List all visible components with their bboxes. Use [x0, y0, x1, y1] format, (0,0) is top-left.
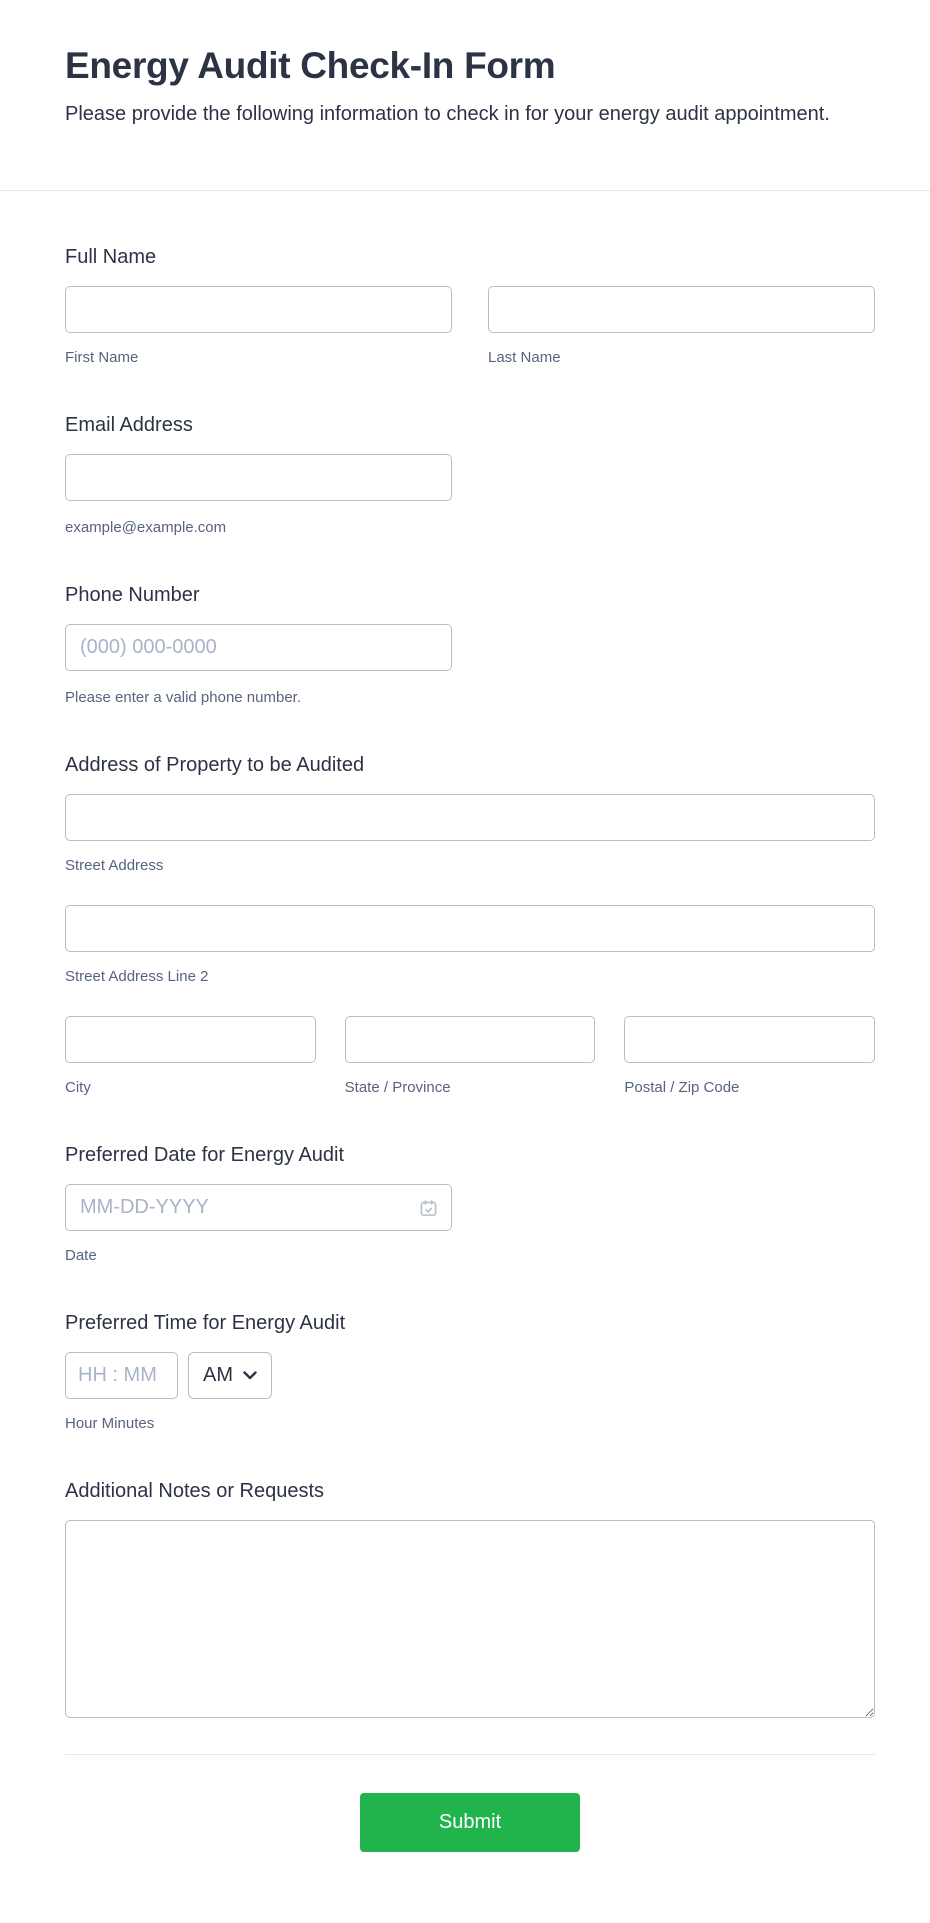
form-body [0, 191, 930, 1903]
ampm-select[interactable] [188, 1352, 272, 1399]
street-address-line2-input[interactable] [65, 905, 875, 952]
preferred-time-label: Preferred Time for Energy Audit [65, 1312, 346, 1334]
last-name-input[interactable] [488, 286, 875, 333]
calendar-check-icon[interactable] [419, 1198, 438, 1217]
page-title: Energy Audit Check-In Form [65, 45, 556, 86]
question-preferred-time [65, 1311, 875, 1433]
question-email [65, 413, 875, 537]
street-address-input[interactable] [65, 794, 875, 841]
question-full-name [65, 245, 875, 367]
submit-button[interactable]: Submit [360, 1793, 580, 1852]
question-notes [65, 1479, 875, 1723]
phone-input[interactable] [65, 624, 452, 671]
street-address-line2-sublabel: Street Address Line 2 [65, 968, 209, 985]
date-sublabel: Date [65, 1247, 97, 1264]
street-address-sublabel: Street Address [65, 857, 164, 874]
form-subtitle: Please provide the following information to check in for your energy audit appointment. [65, 103, 830, 125]
form-footer [65, 1754, 875, 1903]
city-sublabel: City [65, 1079, 91, 1096]
email-input[interactable] [65, 454, 452, 501]
postal-input[interactable] [624, 1016, 875, 1063]
email-label: Email Address [65, 414, 193, 436]
date-input[interactable] [65, 1184, 452, 1231]
question-address [65, 753, 875, 1097]
last-name-sublabel: Last Name [488, 349, 561, 366]
email-hint: example@example.com [65, 519, 227, 536]
first-name-input[interactable] [65, 286, 452, 333]
notes-label: Additional Notes or Requests [65, 1480, 325, 1502]
time-input[interactable] [65, 1352, 178, 1399]
ampm-selected-value: AM [203, 1364, 233, 1386]
first-name-sublabel: First Name [65, 349, 139, 366]
chevron-down-icon [243, 1371, 257, 1380]
question-preferred-date [65, 1143, 875, 1265]
state-sublabel: State / Province [344, 1079, 451, 1096]
preferred-date-label: Preferred Date for Energy Audit [65, 1144, 345, 1166]
city-input[interactable] [65, 1016, 316, 1063]
address-label: Address of Property to be Audited [65, 754, 365, 776]
form-header [0, 0, 930, 191]
question-phone [65, 583, 875, 707]
time-sublabel: Hour Minutes [65, 1415, 155, 1432]
notes-textarea[interactable] [65, 1520, 875, 1718]
postal-sublabel: Postal / Zip Code [624, 1079, 740, 1096]
phone-label: Phone Number [65, 584, 200, 606]
phone-hint: Please enter a valid phone number. [65, 689, 301, 706]
full-name-label: Full Name [65, 246, 157, 268]
state-input[interactable] [345, 1016, 596, 1063]
